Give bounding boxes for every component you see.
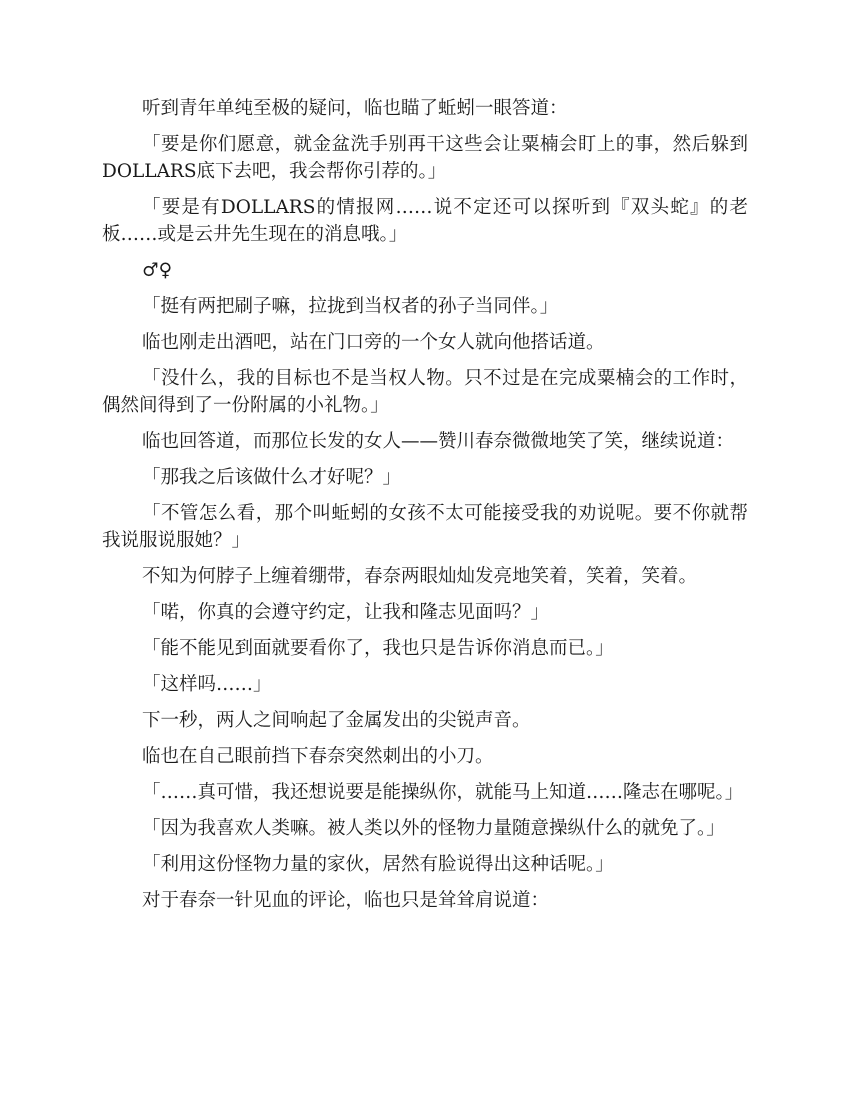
paragraph: 不知为何脖子上缠着绷带，春奈两眼灿灿发亮地笑着，笑着，笑着。 — [142, 566, 698, 587]
section-break-symbol: ♂♀ — [142, 260, 173, 281]
paragraph: 「挺有两把刷子嘛，拉拢到当权者的孙子当同伴。」 — [142, 296, 559, 317]
paragraph: 「要是你们愿意，就金盆洗手别再干这些会让粟楠会盯上的事，然后躲到DOLLARS底下去吧，我会帮你引荐的。」 — [102, 134, 748, 182]
paragraph: 下一秒，两人之间响起了金属发出的尖锐声音。 — [142, 710, 531, 731]
document-page — [102, 95, 748, 923]
paragraph: 「利用这份怪物力量的家伙，居然有脸说得出这种话呢。」 — [142, 854, 614, 875]
paragraph: 「要是有DOLLARS的情报网……说不定还可以探听到『双头蛇』的老板……或是云井先生现在的消息哦。」 — [102, 197, 748, 245]
paragraph: 「能不能见到面就要看你了，我也只是告诉你消息而已。」 — [142, 638, 614, 659]
paragraph: 「……真可惜，我还想说要是能操纵你，就能马上知道……隆志在哪呢。」 — [142, 782, 744, 803]
paragraph: 「因为我喜欢人类嘛。被人类以外的怪物力量随意操纵什么的就免了。」 — [142, 818, 725, 839]
paragraph: 听到青年单纯至极的疑问，临也瞄了蚯蚓一眼答道： — [142, 98, 568, 119]
paragraph: 临也在自己眼前挡下春奈突然刺出的小刀。 — [142, 746, 494, 767]
paragraph: 「喏，你真的会遵守约定，让我和隆志见面吗？」 — [142, 602, 550, 623]
paragraph: 「那我之后该做什么才好呢？」 — [142, 467, 402, 488]
paragraph: 「不管怎么看，那个叫蚯蚓的女孩不太可能接受我的劝说呢。要不你就帮我说服说服她？」 — [102, 503, 748, 551]
paragraph: 「没什么，我的目标也不是当权人物。只不过是在完成粟楠会的工作时，偶然间得到了一份附属的小礼物。」 — [102, 368, 748, 416]
paragraph: 临也刚走出酒吧，站在门口旁的一个女人就向他搭话道。 — [142, 332, 605, 353]
paragraph: 「这样吗……」 — [142, 674, 272, 695]
paragraph: 临也回答道，而那位长发的女人——赞川春奈微微地笑了笑，继续说道： — [142, 431, 735, 452]
paragraph: 对于春奈一针见血的评论，临也只是耸耸肩说道： — [142, 890, 550, 911]
